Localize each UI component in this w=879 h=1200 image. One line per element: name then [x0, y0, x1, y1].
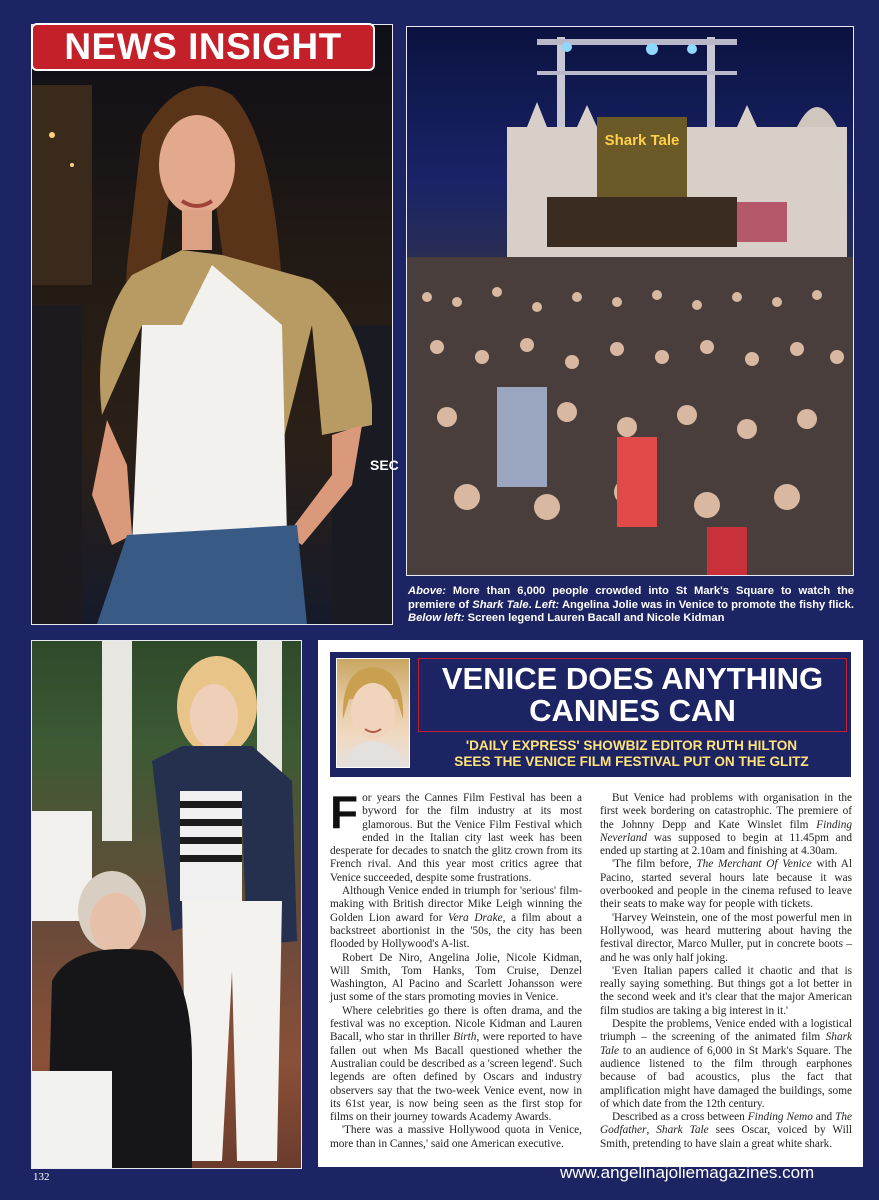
standfirst-line-2: SEES THE VENICE FILM FESTIVAL PUT ON THE GLITZ: [454, 754, 809, 769]
banner-title: NEWS INSIGHT: [64, 26, 342, 67]
paragraph-text: Where celebrities go there is often drama, and the festival was no exception. Nicole Kidman and Lauren Bacall, who star in thriller: [330, 1004, 582, 1044]
paragraph: 'Even Italian papers called it chaotic and that is really saying something. But things got a lot better in the second week and it's clear that the major American film studios are taking a big interest in it.': [600, 964, 852, 1017]
shark-tale-sign: Shark Tale: [604, 132, 680, 149]
caption-text-2: .: [528, 598, 535, 611]
paragraph: [600, 792, 852, 858]
paragraph: [600, 858, 852, 911]
film-title: The Merchant Of Venice: [696, 858, 812, 871]
paragraph: [330, 1005, 582, 1125]
paragraph-text: and: [812, 1111, 836, 1124]
drop-cap: F: [330, 786, 359, 838]
paragraph-text: Despite the problems, Venice ended with a logistical triumph – the screening of the animated film: [600, 1018, 852, 1044]
page-number: 132: [33, 1171, 50, 1183]
paragraph: Robert De Niro, Angelina Jolie, Nicole Kidman, Will Smith, Tom Hanks, Tom Cruise, Denzel Washington, Al Pacino and Scarlett Johansson were just some of the stars promoting movies in Venice.: [330, 951, 582, 1004]
paragraph-text: with Al Pacino, started several hours late because it was overbooked and people in the cinema refused to leave their seats to make way for people with tickets.: [600, 858, 852, 911]
caption-text-3: Angelina Jolie was in Venice to promote the fishy flick.: [559, 598, 854, 611]
body-column-2: [600, 792, 852, 1151]
shirt-text: SEC: [370, 457, 399, 473]
venice-photo-illustration: [407, 27, 853, 575]
paragraph-text: sees Oscar, voiced by Will Smith, pretending to have slain a great white shark.: [600, 1124, 853, 1150]
author-photo: [336, 658, 410, 768]
paragraph-text: or years the Cannes Film Festival has been a byword for the film industry at its most glamorous. But the Venice Film Festival which ended in the Italian city last week has been desperate for decades to snatch the glitz crown from its French rival. And this year most critics agree that Venice succeeded, despite some frustrations.: [330, 792, 582, 884]
paragraph: 'Harvey Weinstein, one of the most powerful men in Hollywood, was heard muttering about having the festival director, Marco Muller, put in concrete boots – and he was only half joking.: [600, 911, 852, 964]
paragraph-text: to an audience of 6,000 in St Mark's Square. The audience listened to the film through earphones because of bad acoustics, plus the fact that amplification might have damaged the buildings, some of which date from the 12th century.: [600, 1044, 852, 1110]
st-marks-square-photo: [406, 26, 854, 576]
film-title: Shark Tale: [600, 1031, 852, 1057]
paragraph: [600, 1018, 852, 1111]
film-title: The Godfather: [600, 1111, 853, 1137]
film-title: Finding Nemo: [747, 1111, 813, 1124]
film-title: Shark Tale: [656, 1124, 709, 1137]
paragraph-text: Described as a cross between: [612, 1111, 748, 1124]
standfirst-line-1: 'DAILY EXPRESS' SHOWBIZ EDITOR RUTH HILTON: [465, 738, 798, 753]
jolie-photo-illustration: [32, 25, 399, 624]
headline: [418, 658, 847, 732]
film-title: Birth: [453, 1031, 477, 1044]
paragraph-text: , a film about a backstreet abortionist in the '50s, the city has been flooded by Hollywood's A-list.: [330, 911, 583, 951]
paragraph-text: ,: [646, 1124, 657, 1137]
headline-line-2: CANNES CAN: [529, 693, 736, 728]
film-title: Vera Drake: [448, 911, 503, 924]
caption-lead-above: Above:: [408, 585, 446, 597]
watermark: www.angelinajoliemagazines.com: [560, 1163, 815, 1182]
paragraph: 'There was a massive Hollywood quota in Venice, more than in Cannes,' said one American executive.: [330, 1124, 582, 1150]
bacall-kidman-illustration: [32, 641, 301, 1168]
headline-line-1: VENICE DOES ANYTHING: [441, 661, 824, 696]
caption-lead-left: Left:: [534, 598, 560, 611]
film-title: Finding Neverland: [600, 818, 852, 844]
caption-lead-below-left: Below left:: [408, 612, 465, 624]
paragraph-text: 'The film before,: [612, 858, 697, 871]
news-insight-banner: [31, 23, 375, 71]
paragraph-text: , were reported to have fallen out when Ms Bacall questioned whether the Australian could be described as a 'screen legend'. Such legends are often defined by Oscars and industry observers say that the two-week Venice event, now in its 61st year, is now being seen as the first stop for films on their journey towards Academy Awards.: [330, 1031, 582, 1124]
body-column-1: [330, 786, 583, 1151]
bacall-kidman-photo: [31, 640, 302, 1169]
paragraph-text: But Venice had problems with organisation in the first week bordering on catastrophic. The premiere of the Johnny Depp and Kate Winslet film: [600, 792, 852, 831]
author-portrait: [337, 659, 409, 767]
photo-caption: [408, 585, 854, 626]
paragraph: [600, 1111, 852, 1151]
caption-film: Shark Tale: [472, 598, 529, 611]
caption-text-1: More than 6,000 people crowded into St Mark's Square to watch the premiere of: [408, 585, 854, 611]
paragraph: [330, 786, 582, 885]
article: [318, 640, 863, 1167]
paragraph: [330, 885, 582, 951]
paragraph-text: Although Venice ended in triumph for 'serious' film-making with British director Mike Leigh winning the Golden Lion award for: [330, 885, 582, 924]
standfirst: [418, 738, 845, 770]
paragraph-text: was supposed to begin at 11.45pm and ended up starting at 2.10am and finishing at 4.30am.: [600, 831, 852, 858]
article-header: [330, 652, 851, 777]
caption-text-4: Screen legend Lauren Bacall and Nicole Kidman: [464, 612, 725, 624]
angelina-jolie-photo: [31, 24, 399, 625]
